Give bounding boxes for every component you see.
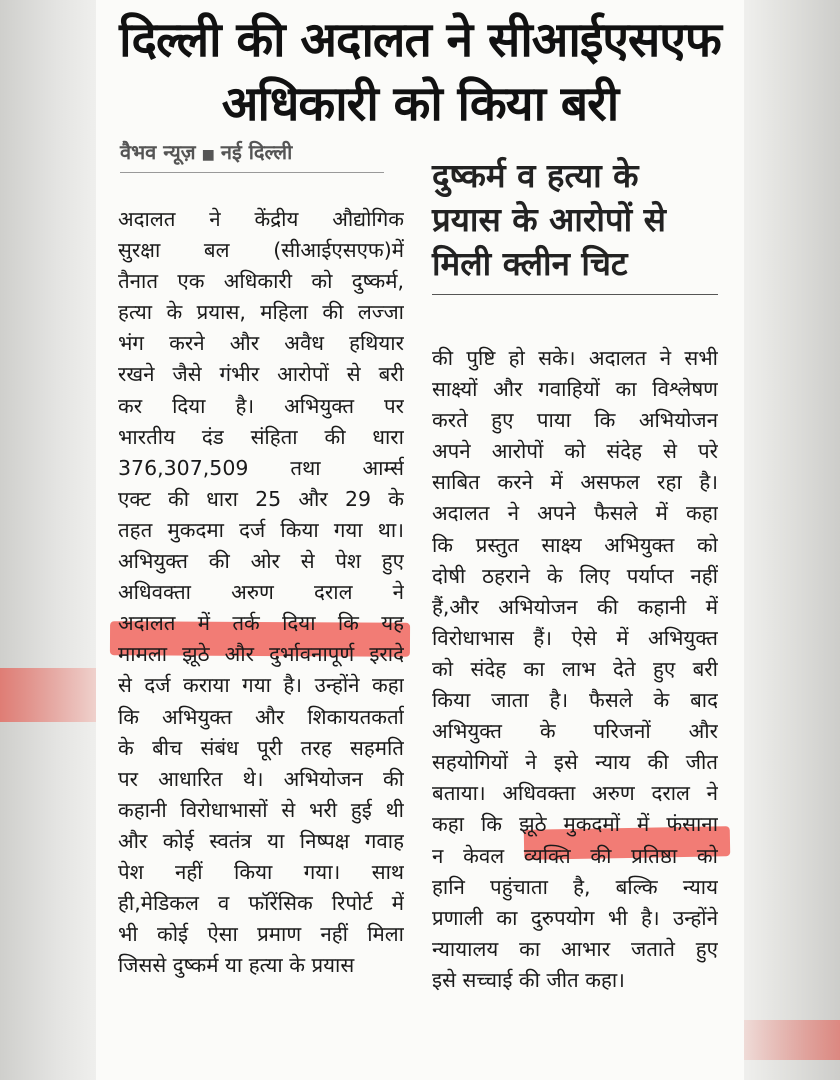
article-line: करते हुए पाया कि अभियोजन bbox=[432, 408, 718, 433]
article-line: इसे सच्चाई की जीत कहा। bbox=[432, 967, 625, 992]
article-line: रखने जैसे गंभीर आरोपों से बरी bbox=[118, 362, 404, 387]
article-line: तैनात एक अधिकारी को दुष्कर्म, bbox=[118, 269, 404, 294]
article-line: न केवल व्यक्ति की प्रतिष्ठा को bbox=[432, 843, 718, 868]
article-line: साक्ष्यों और गवाहियों का विश्लेषण bbox=[432, 377, 718, 402]
blurred-background-right bbox=[744, 0, 840, 1080]
article-line: मामला झूठे और दुर्भावनापूर्ण इरादे bbox=[118, 642, 404, 667]
article-line: हत्या के प्रयास, महिला की लज्जा bbox=[118, 300, 404, 325]
article-line: अदालत में तर्क दिया कि यह bbox=[118, 611, 404, 636]
subheadline-line-3: मिली क्लीन चिट bbox=[432, 244, 628, 283]
byline-separator: ■ bbox=[201, 147, 215, 163]
article-line: पेश नहीं किया गया। साथ bbox=[118, 859, 404, 884]
article-column-1 bbox=[118, 204, 404, 981]
article-line: हानि पहुंचाता है, बल्कि न्याय bbox=[432, 874, 718, 899]
article-line: तहत मुकदमा दर्ज किया गया था। bbox=[118, 517, 404, 542]
subheadline bbox=[432, 154, 718, 295]
article-line: से दर्ज कराया गया है। उन्होंने कहा bbox=[118, 673, 404, 698]
headline-line-1: दिल्ली की अदालत ने सीआईएसएफ bbox=[119, 12, 721, 68]
article-line: किया जाता है। फैसले के बाद bbox=[432, 688, 718, 713]
article-line: हैं,और अभियोजन की कहानी में bbox=[432, 594, 718, 619]
subheadline-line-2: प्रयास के आरोपों से bbox=[432, 200, 666, 239]
byline bbox=[120, 138, 384, 173]
article-line: पर आधारित थे। अभियोजन की bbox=[118, 766, 404, 791]
article-line: सहयोगियों ने इसे न्याय की जीत bbox=[432, 750, 718, 775]
subheadline-line-1: दुष्कर्म व हत्या के bbox=[432, 156, 639, 195]
article-line: को संदेह का लाभ देते हुए बरी bbox=[432, 656, 718, 681]
byline-source: वैभव न्यूज़ bbox=[120, 140, 196, 164]
article-line: साबित करने में असफल रहा है। bbox=[432, 470, 718, 495]
blurred-red-mark-left bbox=[0, 668, 96, 722]
article-line: जिससे दुष्कर्म या हत्या के प्रयास bbox=[118, 953, 355, 978]
article-line: भारतीय दंड संहिता की धारा bbox=[118, 424, 404, 449]
article-line: बताया। अधिवक्ता अरुण दराल ने bbox=[432, 781, 718, 806]
article-line: कि प्रस्तुत साक्ष्य अभियुक्त को bbox=[432, 532, 718, 557]
article-line: अभियुक्त के परिजनों और bbox=[432, 719, 718, 744]
article-line: की पुष्टि हो सके। अदालत ने सभी bbox=[432, 346, 718, 370]
article-line: अदालत ने केंद्रीय औद्योगिक bbox=[118, 207, 404, 231]
article-line: 376,307,509 तथा आर्म्स bbox=[118, 455, 404, 480]
blurred-red-mark-right bbox=[744, 1020, 840, 1060]
article-line: अपने आरोपों को संदेह से परे bbox=[432, 439, 718, 464]
article-line: दोषी ठहराने के लिए पर्याप्त नहीं bbox=[432, 563, 718, 588]
article-line: कहानी विरोधाभासों से भरी हुई थी bbox=[118, 797, 404, 822]
article-line: सुरक्षा बल (सीआईएसएफ)में bbox=[118, 238, 404, 263]
article-line: एक्ट की धारा 25 और 29 के bbox=[118, 486, 404, 511]
headline-line-2: अधिकारी को किया बरी bbox=[221, 76, 619, 132]
newspaper-clipping bbox=[96, 0, 744, 1080]
blurred-background-left bbox=[0, 0, 96, 1080]
article-line: प्रणाली का दुरुपयोग भी है। उन्होंने bbox=[432, 905, 718, 930]
byline-place: नई दिल्ली bbox=[220, 140, 293, 164]
article-line: भी कोई ऐसा प्रमाण नहीं मिला bbox=[118, 922, 404, 947]
headline bbox=[106, 8, 734, 136]
article-line: कहा कि झूठे मुकदमों में फंसाना bbox=[432, 812, 718, 837]
article-line: और कोई स्वतंत्र या निष्पक्ष गवाह bbox=[118, 828, 404, 853]
article-line: अधिवक्ता अरुण दराल ने bbox=[118, 580, 404, 605]
article-column-2 bbox=[432, 343, 718, 996]
article-line: कर दिया है। अभियुक्त पर bbox=[118, 393, 404, 418]
article-line: के बीच संबंध पूरी तरह सहमति bbox=[118, 735, 404, 760]
article-line: अभियुक्त की ओर से पेश हुए bbox=[118, 549, 404, 574]
article-line: भंग करने और अवैध हथियार bbox=[118, 331, 404, 356]
article-line: अदालत ने अपने फैसले में कहा bbox=[432, 501, 718, 526]
article-line: ही,मेडिकल व फॉरेंसिक रिपोर्ट में bbox=[118, 891, 404, 916]
article-line: न्यायालय का आभार जताते हुए bbox=[432, 936, 718, 961]
article-line: विरोधाभास हैं। ऐसे में अभियुक्त bbox=[432, 625, 718, 650]
article-line: कि अभियुक्त और शिकायतकर्ता bbox=[118, 704, 404, 729]
